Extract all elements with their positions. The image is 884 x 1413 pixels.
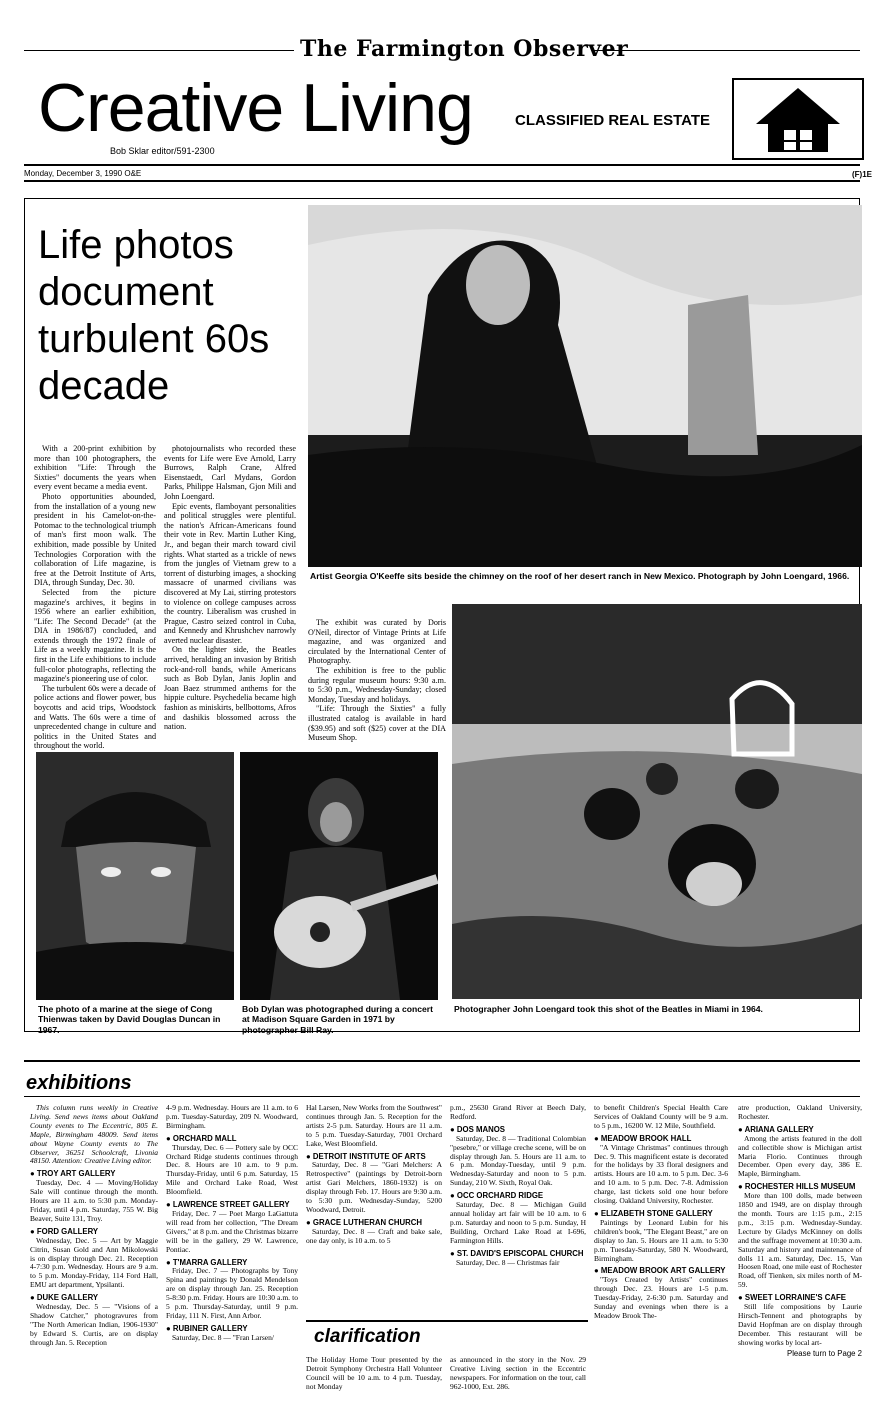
marine-photo [36,752,234,1000]
venue-heading: ● T'MARRA GALLERY [166,1259,298,1268]
venue-text: "A Vintage Christmas" continues through Dec. 9. This magnificent estate is decorated for the holidays by 33 floral designers and artists. Hours are 10 a.m. to 5 p.m. Dec. 3-6 and 10 a.m. to 5 p.m. Dec. 7-8. Admission charge, last tickets sold one hour before closing. Oakland University, Rochester. [594,1142,728,1206]
exhibitions-intro: This column runs weekly in Creative Living. Send news items about Oakland County events to The Eccentric, 805 E. Maple, Birmingham 48009. Send items about Wayne County events to The Observer, 36251 Schoolcraft, Livonia 48150. Attention: Creative Living editor. [30,1103,158,1166]
story-column-3 [308,618,446,743]
story-paragraph: The exhibit was curated by Doris O'Neil, director of Vintage Prints at Life magazine, and was organized and circulated by the International Center of Photography. [308,618,446,666]
masthead-rule-left [24,50,294,51]
venue-text: Saturday, Dec. 8 — Craft and bake sale, one day only, is 10 a.m. to 5 [306,1226,442,1245]
venue-text: Saturday, Dec. 8 — Michigan Guild annual holiday art fair will be 10 a.m. to 6 p.m. Saturday and noon to 5 p.m. Sunday, H Building, Orchard Lake Road at I-696, Farmington Hills. [450,1200,586,1245]
venue-text: Saturday, Dec. 8 — "Gari Melchers: A Retrospective" (paintings by Detroit-born artist Gari Melchers, 1860-1932) is on display through Feb. 17. Hours are 9:30 a.m. to 5:30 p.m. Wednesday-Sunday, 5200 Woodward, Detroit. [306,1160,442,1214]
venue-heading: ● MEADOW BROOK HALL [594,1135,728,1144]
venue-text: Saturday, Dec. 8 — Traditional Colombian "pesebre," or village creche scene, will be on display through Jan. 5. Hours are 11 a.m. to 6 p.m. Monday-Tuesday, until 9 p.m. Wednesday-Saturday and noon to 5 p.m. Sunday, 210 W. Sixth, Royal Oak. [450,1133,586,1188]
venue-text: Saturday, Dec. 8 — "Fran Larsen/ [172,1332,274,1342]
masthead-rule-right [592,50,860,51]
dateline-rule-lower [24,180,860,182]
venue-text: Friday, Dec. 7 — Poet Margo LaGattuta will read from her collection, "The Dream Givers," at 8 p.m. and the Christmas bizarre will be in the gallery, 29 W. Lawrence, Pontiac. [166,1208,298,1254]
section-title: Creative Living [38,70,473,146]
venue-text: Wednesday, Dec. 5 — Art by Maggie Citrin, Susan Gold and Ann Mikolowski is on display through Dec. 21. Reception 4-7:30 p.m. Wednesday. Hours are 9 a.m. to 5 p.m. Monday-Friday, 114 Ford Hall, EMU art department, Ypsilanti. [30,1235,158,1290]
listing-column-6 [738,1104,862,1358]
dateline-rule [24,164,860,166]
venue-text: Friday, Dec. 7 — Photographs by Tony Spina and paintings by Donald Mendelson are on display through Jan. 25. Reception 5-8:30 p.m. Friday. Hours are 10:30 a.m. to 5 p.m. Thursday-Saturday, until 9 p.m. Friday, 111 N. First, Ann Arbor. [166,1266,298,1320]
venue-heading: ● MEADOW BROOK ART GALLERY [594,1267,728,1276]
venue-text: Wednesday, Dec. 5 — "Visions of a Shadow Catcher," photogravures from "The North American Indian, 1906-1930" by Edward S. Curtis, are on display through Jan. 5. Reception [30,1302,158,1347]
exhibitions-title: exhibitions [26,1072,132,1094]
venue-heading: ● ROCHESTER HILLS MUSEUM [738,1183,862,1192]
listing-column-5 [594,1104,728,1321]
venue-text: to benefit Children's Special Health Care Services of Oakland County will be 9 a.m. to 5 p.m., 16200 W. 12 Mile, Southfield. [594,1103,728,1130]
venue-text: More than 100 dolls, made between 1850 and 1949, are on display through the month. Tours are 1:15 p.m., 2:15 p.m., 3:15 p.m. Wednesday-Sunday. Lecture by Gladys McKinney on dolls and the suffrage movement at 10:30 a.m. Saturday and history and maintenance of dolls 11 a.m. Saturday, Dec. 15, Van Hoosen Road, one mile east of Rochester Road, off Tienken, six miles north of M-59. [738,1191,862,1290]
editor-line: Bob Sklar editor/591-2300 [110,146,215,156]
listing-column-4 [450,1104,586,1267]
story-paragraph: On the lighter side, the Beatles arrived, heralding an invasion by British rock-and-roll bands, while Americans such as Bob Dylan, Janis Joplin and Joan Baez strummed anthems for the hippie culture. Psychedelia became high fashion as miniskirts, bellbottoms, Afros and dashikis blossomed across the nation. [164,645,296,732]
venue-text: Paintings by Leonard Lubin for his children's book, "The Elegant Beast," are on display to Jan. 5. Hours are 11 a.m. to 5:30 p.m. Tuesday-Saturday, 580 N. Woodward, Birmingham. [594,1217,728,1263]
venue-text: Among the artists featured in the doll and collectible show is Michigan artist Maria Florio. Continues through December. Open every day, 386 E. Maple, Birmingham. [738,1133,862,1179]
venue-heading: ● DETROIT INSTITUTE OF ARTS [306,1153,442,1162]
dylan-photo [240,752,438,1000]
story-paragraph: The exhibition is free to the public during regular museum hours: 9:30 a.m. to 5:30 p.m., Wednesday-Sunday; closed Monday, Tuesday and holidays. [308,665,446,704]
story-paragraph: "Life: Through the Sixties" a fully illustrated catalog is available in hard ($39.95) and soft ($25) cover at the DIA Museum Shop. [308,704,446,743]
venue-text: Saturday, Dec. 8 — Christmas fair [456,1257,560,1267]
venue-heading: ● TROY ART GALLERY [30,1170,158,1179]
beatles-photo [452,604,862,999]
venue-heading: ● LAWRENCE STREET GALLERY [166,1201,298,1210]
story-paragraph: Selected from the picture magazine's archives, it begins in 1956 where an earlier exhibition, "Life: The Second Decade" (at the DIA in 1986/87) concluded, and extends through the 1972 finale of Life as a weekly magazine. It is the first in the Life exhibitions to include full-color photographs, reflecting the magazine's pioneering use of color. [34,587,156,684]
publisher-text: O&E [124,169,142,178]
exhibitions-rule [24,1060,860,1062]
venue-heading: ● ARIANA GALLERY [738,1126,862,1135]
venue-text: Hal Larsen, New Works from the Southwest" continues through Jan. 5. Reception for the artists 2-5 p.m. Saturday. Hours are 11 a.m. to 5 p.m. Tuesday-Saturday, 7001 Orchard Lake, West Bloomfield. [306,1103,442,1148]
story-paragraph: Epic events, flamboyant personalities and political struggles were plentiful. the nation's African-Americans found their vote in Rev. Martin Luther King, Jr., and began their march toward civil rights. What started as a trickle of news from the jungles of Vietnam grew to a torrent of disturbing images, a shocking massacre of unarmed civilians was discovered at My Lai, stirring protestors to violence on college campuses across the country. Liberalism was crushed in Prague, Castro seized control in Cuba, and Kennedy and Khrushchev narrowly averted nuclear disaster. [164,501,296,645]
marine-caption: The photo of a marine at the siege of Cong Thienwas taken by David Douglas Duncan in 1967. [38,1004,221,1035]
okeeffe-photo [308,205,862,567]
listing-column-2 [166,1104,298,1343]
story-column-2 [164,444,296,732]
story-column-1 [34,444,156,761]
venue-heading: ● GRACE LUTHERAN CHURCH [306,1219,442,1228]
dylan-caption: Bob Dylan was photographed during a concert at Madison Square Garden in 1971 by photographer Bill Ray. [242,1004,433,1035]
beatles-caption: Photographer John Loengard took this shot of the Beatles in Miami in 1964. [454,1004,763,1014]
venue-text: atre production, Oakland University, Rochester. [738,1103,862,1121]
clarification-text-1: The Holiday Home Tour presented by the Detroit Symphony Orchestra Hall Volunteer Council will be 10 a.m. to 4 p.m. Tuesday, not Monday [306,1355,442,1391]
date-text: Monday, December 3, 1990 [24,169,123,178]
continued-note: Please turn to Page 2 [787,1348,862,1358]
okeeffe-caption: Artist Georgia O'Keeffe sits beside the chimney on the roof of her desert ranch in New Mexico. Photograph by John Loengard, 1966. [310,571,850,581]
story-paragraph: The turbulent 60s were a decade of police actions and flower power, bus boycotts and acid trips, Woodstock and Watts. The 60s were a time of unprecedented change in culture and politics in the United States and throughout the world. [34,683,156,751]
venue-text: Still life compositions by Laurie Hirsch-Tennent and photographs by David Hopfman are on display through December. This restaurant will be showing works by local art- [738,1302,862,1347]
venue-heading: ● SWEET LORRAINE'S CAFE [738,1294,862,1303]
house-logo-icon [732,78,864,160]
clarification-rule [306,1320,588,1322]
edition-code: (F)1E [852,170,872,179]
venue-heading: ● OCC ORCHARD RIDGE [450,1192,586,1201]
clarification-text-2: as announced in the story in the Nov. 29 Creative Living section in the Eccentric newspapers. For information on the tour, call 962-1000, Ext. 286. [450,1355,586,1391]
venue-heading: ● DUKE GALLERY [30,1294,158,1303]
classified-label: CLASSIFIED REAL ESTATE [515,112,711,129]
story-headline: Life photos document turbulent 60s decade [38,223,270,408]
story-paragraph: With a 200-print exhibition by more than 100 photographers, the exhibition "Life: Through the Sixties" documents the years when every event became a media event. [34,444,156,492]
venue-heading: ● FORD GALLERY [30,1228,158,1237]
venue-heading: ● ORCHARD MALL [166,1135,298,1144]
paper-name: The Farmington Observer [300,36,629,62]
venue-text: Thursday, Dec. 6 — Pottery sale by OCC Orchard Ridge students continues through Dec. 8. Hours are 10 a.m. to 9 p.m. Thursday-Friday, until 6 p.m. Saturday, 15 Mile and Orchard Lake Road, West Bloomfield. [166,1142,298,1197]
story-paragraph: Photo opportunities abounded, from the installation of a young new president in his Camelot-on-the-Potomac to the technological triumph of man's first moon walk. The exhibition, made possible by United Technologies Corporation with the collaboration of Life magazine, is free at the Detroit Institute of Arts, DIA, through Sunday, Dec. 30. [34,491,156,588]
venue-text: "Toys Created by Artists" continues through Dec. 23. Hours are 1-5 p.m. Tuesday-Friday, 2-6:30 p.m. Saturday and Sunday and evenings when there is a Meadow Brook The- [594,1275,728,1320]
venue-heading: ● DOS MANOS [450,1126,586,1135]
listing-column-1 [30,1104,158,1348]
venue-heading: ● RUBINER GALLERY [166,1325,298,1334]
venue-text: 4-9 p.m. Wednesday. Hours are 11 a.m. to 6 p.m. Tuesday-Saturday, 209 N. Woodward, Birmingham. [166,1103,298,1130]
venue-heading: ● ELIZABETH STONE GALLERY [594,1210,728,1219]
venue-heading: ● ST. DAVID'S EPISCOPAL CHURCH [450,1250,586,1259]
venue-text: Tuesday, Dec. 4 — Moving/Holiday Sale will continue through the month. Hours are 11 a.m. to 5:30 p.m. Monday-Friday, until 4 p.m. Saturday, 755 W. Big Beaver, Suite 131, Troy. [30,1178,158,1223]
clarification-title: clarification [314,1326,421,1347]
dateline [24,169,141,178]
story-paragraph: photojournalists who recorded these events for Life were Eve Arnold, Larry Burrows, Ralph Crane, Alfred Eisenstaedt, Carl Mydans, Gordon Parks, Philippe Halsman, Gjon Mili and John Loengard. [164,444,296,501]
venue-text: p.m., 25630 Grand River at Beech Daly, Redford. [450,1103,586,1121]
exhibitions-rule-lower [24,1096,860,1097]
listing-column-3 [306,1104,442,1246]
